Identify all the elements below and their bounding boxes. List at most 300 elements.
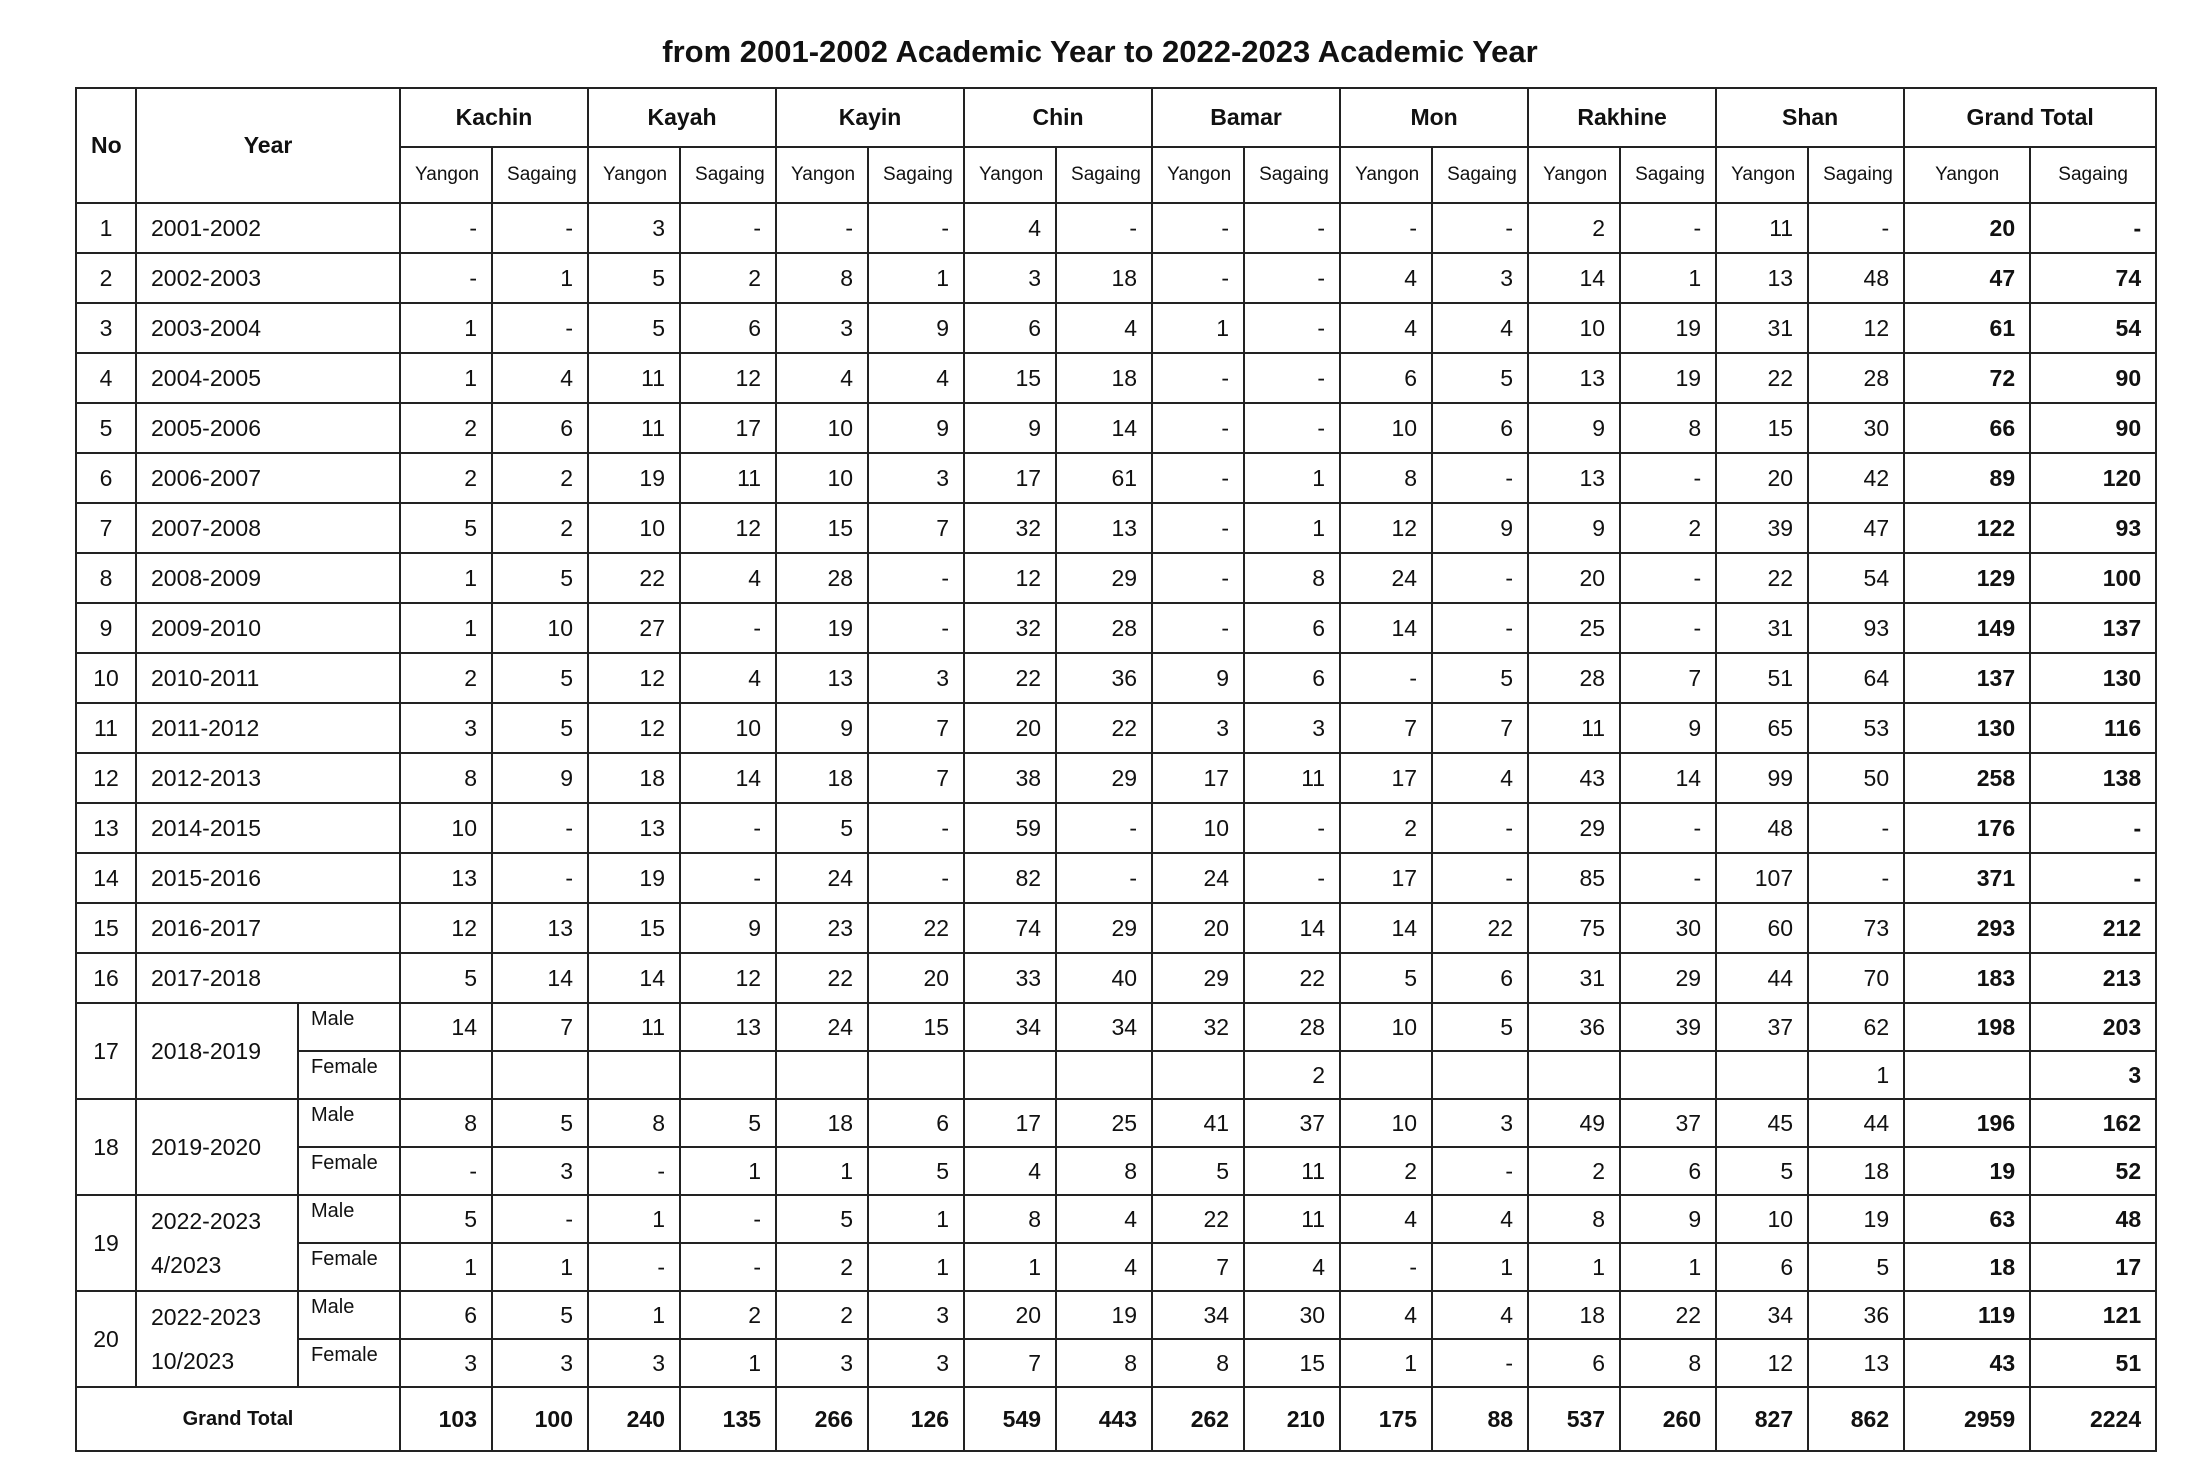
table-cell: 36 — [1528, 1003, 1620, 1051]
table-cell: 29 — [1056, 553, 1152, 603]
table-cell: 3 — [588, 1339, 680, 1387]
table-cell: 2 — [400, 453, 492, 503]
table-cell: 11 — [1244, 1147, 1340, 1195]
table-cell: 8 — [1528, 1195, 1620, 1243]
table-cell: 22 — [588, 553, 680, 603]
table-cell: 2 — [492, 503, 588, 553]
table-cell: 22 — [1620, 1291, 1716, 1339]
table-cell: 103 — [400, 1387, 492, 1451]
table-cell: 1 — [400, 1243, 492, 1291]
table-cell: 22 — [1244, 953, 1340, 1003]
table-cell: 22 — [1716, 353, 1808, 403]
row-total: 137 — [1904, 653, 2030, 703]
table-cell: 1 — [776, 1147, 868, 1195]
table-cell: 1 — [1432, 1243, 1528, 1291]
table-cell: 5 — [588, 253, 680, 303]
table-cell: 54 — [1808, 553, 1904, 603]
header-sub: Yangon — [1904, 147, 2030, 203]
table-cell: 5 — [400, 503, 492, 553]
table-cell: 42 — [1808, 453, 1904, 503]
table-cell: 15 — [776, 503, 868, 553]
table-cell: - — [1340, 203, 1432, 253]
table-cell: 19 — [1808, 1195, 1904, 1243]
table-cell: 11 — [1244, 1195, 1340, 1243]
table-cell: - — [588, 1147, 680, 1195]
table-cell: 30 — [1244, 1291, 1340, 1339]
table-cell: - — [680, 853, 776, 903]
table-cell: 49 — [1528, 1099, 1620, 1147]
row-number: 3 — [76, 303, 136, 353]
table-cell: - — [868, 203, 964, 253]
table-cell: 3 — [868, 1339, 964, 1387]
table-cell: 1 — [868, 253, 964, 303]
table-cell: 260 — [1620, 1387, 1716, 1451]
table-cell: - — [1152, 403, 1244, 453]
header-sub: Sagaing — [1056, 147, 1152, 203]
table-cell: 5 — [1340, 953, 1432, 1003]
table-cell: - — [1808, 803, 1904, 853]
table-cell: 15 — [588, 903, 680, 953]
row-total: 212 — [2030, 903, 2156, 953]
row-number: 5 — [76, 403, 136, 453]
table-cell — [1152, 1051, 1244, 1099]
table-cell: 19 — [588, 853, 680, 903]
table-row — [76, 303, 2156, 353]
table-cell: 537 — [1528, 1387, 1620, 1451]
table-cell: 19 — [776, 603, 868, 653]
row-number: 15 — [76, 903, 136, 953]
table-cell: 6 — [964, 303, 1056, 353]
table-cell: 37 — [1244, 1099, 1340, 1147]
table-row — [76, 903, 2156, 953]
table-cell: 3 — [776, 303, 868, 353]
table-cell: - — [680, 1243, 776, 1291]
table-cell: 4 — [964, 203, 1056, 253]
table-cell: 29 — [1620, 953, 1716, 1003]
table-cell: 862 — [1808, 1387, 1904, 1451]
header-sub: Sagaing — [492, 147, 588, 203]
table-cell: - — [1432, 453, 1528, 503]
row-year-line: 2018-2019 — [151, 1038, 261, 1064]
table-cell: 8 — [776, 253, 868, 303]
row-total: 2224 — [2030, 1387, 2156, 1451]
header-group: Chin — [964, 88, 1152, 147]
table-cell: 12 — [400, 903, 492, 953]
table-cell: 1 — [868, 1243, 964, 1291]
table-cell: 7 — [868, 753, 964, 803]
row-year: 2017-2018 — [136, 953, 400, 1003]
table-cell: 28 — [1056, 603, 1152, 653]
table-cell: 24 — [776, 1003, 868, 1051]
table-cell: 4 — [1056, 1195, 1152, 1243]
table-cell: - — [492, 853, 588, 903]
table-cell: 17 — [964, 453, 1056, 503]
sex-label: Female — [298, 1051, 400, 1099]
row-number: 1 — [76, 203, 136, 253]
table-cell: 23 — [776, 903, 868, 953]
table-cell: 59 — [964, 803, 1056, 853]
table-row — [76, 1147, 2156, 1195]
row-total: 213 — [2030, 953, 2156, 1003]
header-sub: Yangon — [776, 147, 868, 203]
table-cell: 14 — [1340, 603, 1432, 653]
table-cell: 9 — [492, 753, 588, 803]
table-cell: - — [400, 203, 492, 253]
table-cell: 2 — [400, 403, 492, 453]
table-cell: - — [400, 253, 492, 303]
table-cell: 28 — [1808, 353, 1904, 403]
table-cell: 15 — [964, 353, 1056, 403]
table-cell: 17 — [1152, 753, 1244, 803]
table-cell: 11 — [680, 453, 776, 503]
table-cell: - — [1152, 203, 1244, 253]
table-cell: 13 — [1716, 253, 1808, 303]
table-cell: 5 — [492, 553, 588, 603]
table-cell: 34 — [1056, 1003, 1152, 1051]
row-year-line: 2019-2020 — [151, 1134, 261, 1160]
table-cell: - — [868, 553, 964, 603]
row-total: 2959 — [1904, 1387, 2030, 1451]
table-cell: 61 — [1056, 453, 1152, 503]
table-cell: 4 — [1432, 753, 1528, 803]
table-cell: 1 — [588, 1291, 680, 1339]
table-cell: 135 — [680, 1387, 776, 1451]
table-cell: 29 — [1056, 753, 1152, 803]
table-cell: 6 — [868, 1099, 964, 1147]
table-row — [76, 1291, 2156, 1339]
table-cell: 29 — [1152, 953, 1244, 1003]
table-cell: 5 — [492, 1099, 588, 1147]
table-cell: 1 — [1528, 1243, 1620, 1291]
table-cell: 1 — [1808, 1051, 1904, 1099]
table-cell: 9 — [1432, 503, 1528, 553]
table-cell: 2 — [776, 1243, 868, 1291]
enrollment-table — [75, 87, 2157, 1452]
row-total: 119 — [1904, 1291, 2030, 1339]
table-cell: 4 — [776, 353, 868, 403]
row-year — [136, 1099, 298, 1195]
row-total: 196 — [1904, 1099, 2030, 1147]
table-cell: 6 — [492, 403, 588, 453]
header-sub: Yangon — [588, 147, 680, 203]
table-cell: 6 — [400, 1291, 492, 1339]
table-cell: - — [1620, 203, 1716, 253]
table-cell: 175 — [1340, 1387, 1432, 1451]
sex-label: Male — [298, 1291, 400, 1339]
row-total: - — [2030, 853, 2156, 903]
table-cell: 3 — [588, 203, 680, 253]
table-cell: - — [776, 203, 868, 253]
header-group: Grand Total — [1904, 88, 2156, 147]
table-cell: 1 — [400, 603, 492, 653]
row-year: 2006-2007 — [136, 453, 400, 503]
table-cell: 8 — [400, 1099, 492, 1147]
table-cell: 93 — [1808, 603, 1904, 653]
table-cell — [588, 1051, 680, 1099]
table-row — [76, 703, 2156, 753]
table-cell: - — [1808, 853, 1904, 903]
table-cell: 5 — [492, 703, 588, 753]
table-cell: 17 — [1340, 753, 1432, 803]
table-cell: - — [1620, 453, 1716, 503]
table-cell: 4 — [1432, 303, 1528, 353]
row-total: 52 — [2030, 1147, 2156, 1195]
table-cell: - — [1340, 653, 1432, 703]
table-cell: 3 — [776, 1339, 868, 1387]
table-row — [76, 1339, 2156, 1387]
table-cell: 2 — [776, 1291, 868, 1339]
table-row — [76, 203, 2156, 253]
row-total: 17 — [2030, 1243, 2156, 1291]
row-total: 93 — [2030, 503, 2156, 553]
table-cell: 12 — [680, 953, 776, 1003]
table-cell: 6 — [1432, 403, 1528, 453]
table-cell — [776, 1051, 868, 1099]
row-total: 130 — [2030, 653, 2156, 703]
table-cell: 14 — [400, 1003, 492, 1051]
table-cell: 47 — [1808, 503, 1904, 553]
row-total: 43 — [1904, 1339, 2030, 1387]
row-year: 2011-2012 — [136, 703, 400, 753]
table-cell: - — [1244, 803, 1340, 853]
table-cell: 36 — [1056, 653, 1152, 703]
table-cell: 62 — [1808, 1003, 1904, 1051]
row-year: 2008-2009 — [136, 553, 400, 603]
table-cell: 1 — [680, 1339, 776, 1387]
header-sub: Yangon — [1716, 147, 1808, 203]
sex-label: Male — [298, 1003, 400, 1051]
table-cell: 3 — [400, 703, 492, 753]
table-cell: - — [1620, 853, 1716, 903]
table-cell: 1 — [680, 1147, 776, 1195]
row-total: 258 — [1904, 753, 2030, 803]
table-cell: 22 — [776, 953, 868, 1003]
table-cell: - — [1620, 803, 1716, 853]
row-year-line: 10/2023 — [151, 1348, 235, 1374]
table-cell: - — [680, 203, 776, 253]
table-cell: 13 — [1056, 503, 1152, 553]
table-cell: 31 — [1528, 953, 1620, 1003]
table-cell: 28 — [1528, 653, 1620, 703]
row-total: 149 — [1904, 603, 2030, 653]
table-cell: - — [1808, 203, 1904, 253]
row-total: 100 — [2030, 553, 2156, 603]
row-total: - — [2030, 803, 2156, 853]
table-cell: 2 — [1528, 203, 1620, 253]
table-cell: 2 — [680, 253, 776, 303]
table-cell: - — [492, 803, 588, 853]
table-cell: 13 — [776, 653, 868, 703]
table-cell: 82 — [964, 853, 1056, 903]
table-cell: 24 — [1340, 553, 1432, 603]
table-cell: 4 — [1432, 1291, 1528, 1339]
row-year-line: 2022-2023 — [151, 1304, 261, 1330]
table-cell: 4 — [1244, 1243, 1340, 1291]
row-year — [136, 1003, 298, 1099]
table-cell: 2 — [1340, 803, 1432, 853]
table-cell — [492, 1051, 588, 1099]
sex-label: Female — [298, 1147, 400, 1195]
table-cell: 5 — [1808, 1243, 1904, 1291]
table-cell: - — [1152, 453, 1244, 503]
table-cell: 240 — [588, 1387, 680, 1451]
table-row — [76, 803, 2156, 853]
header-sub: Sagaing — [1244, 147, 1340, 203]
table-cell — [680, 1051, 776, 1099]
table-cell: - — [1620, 603, 1716, 653]
table-cell: 5 — [1432, 353, 1528, 403]
table-cell: 12 — [680, 353, 776, 403]
table-cell: 827 — [1716, 1387, 1808, 1451]
row-year: 2015-2016 — [136, 853, 400, 903]
table-cell: - — [492, 303, 588, 353]
table-cell: 13 — [680, 1003, 776, 1051]
table-cell: 549 — [964, 1387, 1056, 1451]
row-number: 13 — [76, 803, 136, 853]
table-cell: 6 — [1620, 1147, 1716, 1195]
table-cell: 11 — [1244, 753, 1340, 803]
table-cell: 5 — [1432, 653, 1528, 703]
row-year: 2004-2005 — [136, 353, 400, 403]
table-cell: 8 — [1620, 403, 1716, 453]
table-cell: 10 — [1152, 803, 1244, 853]
row-total — [1904, 1051, 2030, 1099]
table-cell: 1 — [964, 1243, 1056, 1291]
table-cell: 27 — [588, 603, 680, 653]
table-cell: 4 — [1432, 1195, 1528, 1243]
header-sub: Yangon — [400, 147, 492, 203]
row-total: 61 — [1904, 303, 2030, 353]
table-row — [76, 1099, 2156, 1147]
table-cell: 65 — [1716, 703, 1808, 753]
table-cell: 6 — [1432, 953, 1528, 1003]
table-cell: 6 — [680, 303, 776, 353]
table-cell: 3 — [1432, 1099, 1528, 1147]
table-cell: 3 — [868, 1291, 964, 1339]
table-cell: 85 — [1528, 853, 1620, 903]
table-cell: - — [1244, 253, 1340, 303]
row-total: 120 — [2030, 453, 2156, 503]
table-cell: - — [1432, 553, 1528, 603]
table-cell: 14 — [588, 953, 680, 1003]
table-row — [76, 453, 2156, 503]
table-row — [76, 353, 2156, 403]
table-cell: 2 — [492, 453, 588, 503]
table-cell: 45 — [1716, 1099, 1808, 1147]
table-cell: 43 — [1528, 753, 1620, 803]
table-cell: - — [868, 603, 964, 653]
table-cell — [1056, 1051, 1152, 1099]
row-number: 8 — [76, 553, 136, 603]
table-cell: 3 — [1244, 703, 1340, 753]
table-cell: 18 — [776, 753, 868, 803]
table-cell: 20 — [1716, 453, 1808, 503]
table-cell: 37 — [1620, 1099, 1716, 1147]
table-cell: 14 — [1620, 753, 1716, 803]
row-total: 198 — [1904, 1003, 2030, 1051]
header-sub: Yangon — [1340, 147, 1432, 203]
table-cell: 40 — [1056, 953, 1152, 1003]
table-cell: - — [1340, 1243, 1432, 1291]
table-cell: 34 — [1152, 1291, 1244, 1339]
table-cell: 30 — [1620, 903, 1716, 953]
row-total: 72 — [1904, 353, 2030, 403]
table-cell: - — [1244, 303, 1340, 353]
table-cell: 22 — [964, 653, 1056, 703]
table-cell: 9 — [1152, 653, 1244, 703]
header-sub: Yangon — [964, 147, 1056, 203]
row-number: 18 — [76, 1099, 136, 1195]
table-cell: 31 — [1716, 303, 1808, 353]
table-cell: 4 — [1056, 303, 1152, 353]
table-cell: 5 — [1152, 1147, 1244, 1195]
table-cell: 7 — [1620, 653, 1716, 703]
row-total: - — [2030, 203, 2156, 253]
header-group: Kayin — [776, 88, 964, 147]
header-group: Rakhine — [1528, 88, 1716, 147]
table-cell: 12 — [680, 503, 776, 553]
table-row — [76, 1051, 2156, 1099]
row-total: 90 — [2030, 403, 2156, 453]
table-cell: - — [1056, 853, 1152, 903]
table-cell: 11 — [588, 403, 680, 453]
table-cell: - — [1432, 603, 1528, 653]
table-cell: 14 — [1056, 403, 1152, 453]
row-year: 2014-2015 — [136, 803, 400, 853]
table-cell: 1 — [400, 303, 492, 353]
table-cell: 18 — [588, 753, 680, 803]
table-cell: 9 — [1528, 403, 1620, 453]
header-group: Kayah — [588, 88, 776, 147]
table-cell: 8 — [588, 1099, 680, 1147]
table-cell: 210 — [1244, 1387, 1340, 1451]
table-cell: 4 — [680, 553, 776, 603]
table-cell: 17 — [1340, 853, 1432, 903]
table-cell: - — [1432, 1147, 1528, 1195]
table-cell: 7 — [964, 1339, 1056, 1387]
table-cell: - — [588, 1243, 680, 1291]
sex-label: Male — [298, 1099, 400, 1147]
row-total: 20 — [1904, 203, 2030, 253]
table-cell: 6 — [1340, 353, 1432, 403]
table-cell: 9 — [1620, 703, 1716, 753]
table-cell: 29 — [1528, 803, 1620, 853]
row-total: 90 — [2030, 353, 2156, 403]
header-sub: Sagaing — [868, 147, 964, 203]
table-row — [76, 853, 2156, 903]
table-cell: 38 — [964, 753, 1056, 803]
table-cell: 266 — [776, 1387, 868, 1451]
row-number: 17 — [76, 1003, 136, 1099]
table-cell: 12 — [588, 653, 680, 703]
table-cell: 53 — [1808, 703, 1904, 753]
table-cell: - — [400, 1147, 492, 1195]
header-sub: Yangon — [1528, 147, 1620, 203]
table-cell: 18 — [1056, 353, 1152, 403]
table-cell: 10 — [776, 453, 868, 503]
table-cell: 3 — [492, 1339, 588, 1387]
table-cell: - — [1244, 203, 1340, 253]
table-cell: 8 — [964, 1195, 1056, 1243]
table-cell — [964, 1051, 1056, 1099]
table-cell: 8 — [1340, 453, 1432, 503]
table-cell: 12 — [1808, 303, 1904, 353]
table-cell: 13 — [492, 903, 588, 953]
table-cell: 10 — [1716, 1195, 1808, 1243]
table-cell: 30 — [1808, 403, 1904, 453]
header-sub: Sagaing — [680, 147, 776, 203]
table-cell: 1 — [1620, 253, 1716, 303]
